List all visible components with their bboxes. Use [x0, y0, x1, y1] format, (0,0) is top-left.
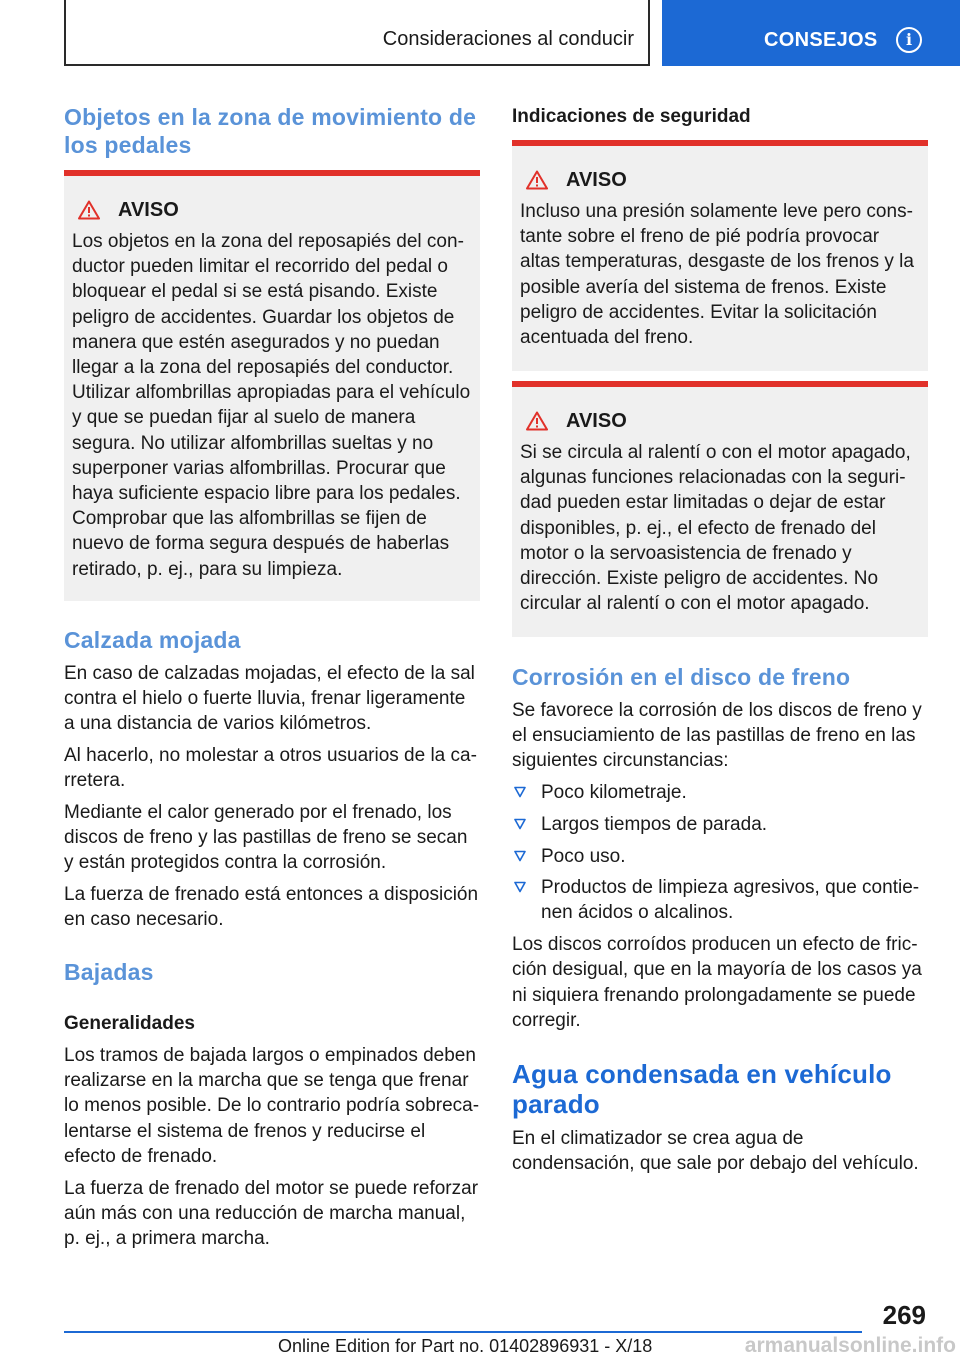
triangle-bullet-icon [514, 818, 526, 830]
warning-box-idling [512, 381, 928, 637]
heading-downhill: Bajadas [64, 959, 154, 985]
section-title: Consideraciones al conducir [382, 28, 634, 50]
section-header-box [64, 0, 650, 66]
paragraph: Se favorece la corrosión de los discos de freno y el ensuciamiento de las pastillas de freno en las siguientes circunstancias: [512, 700, 922, 772]
warning-text: Incluso una presión solamente leve pero constante sobre el freno de pié podría provocar altas temperaturas, desgaste de los frenos y la posible avería del sistema de frenos. Existe peligro de accidentes. Evitar la solicitación acentuada del freno. [520, 201, 914, 349]
warning-triangle-icon [526, 411, 548, 431]
chapter-tab [662, 0, 960, 66]
warning-header [520, 168, 920, 192]
paragraph-condensation: En el climatizador se crea agua de condensación, que sale por debajo del vehículo. [512, 1128, 919, 1175]
warning-triangle-icon [78, 200, 100, 220]
triangle-bullet-icon [514, 786, 526, 798]
warning-text: Los objetos en la zona del reposapiés del conductor pueden limitar el recorrido del pedal o bloquear el pedal si se está pisando. Existe peligro de accidentes. Guardar los objetos de manera que estén asegurados y no puedan llegar a la zona del reposapiés del conductor. Utilizar alfombrillas apropiadas para el vehículo y que se puedan fijar al suelo de manera segura. No utilizar alfombrillas sueltas y no superponer varias alfombrillas. Procurar que haya suficiente espacio libre para los pedales. Comprobar que las alfombrillas se fijen de nuevo de forma segura después de haberlas retirado, p. ej., para su limpieza. [72, 231, 471, 580]
downhill-section [64, 1043, 480, 1251]
paragraph: Los tramos de bajada largos o empinados deben realizarse en la marcha que se tenga que frenar lo menos posible. De lo contrario podría sobrecalentarse el sistema de frenos y reducirse el efecto de frenado. [64, 1045, 480, 1167]
list-item [512, 875, 928, 925]
warning-label: AVISO [566, 409, 627, 432]
footer-divider [64, 1331, 862, 1333]
paragraph: La fuerza de frenado está entonces a disposición en caso necesario. [64, 884, 479, 931]
subheading-general: Generalidades [64, 1013, 195, 1034]
chapter-tab-label: CONSEJOS [764, 29, 878, 51]
list-item-text: Poco uso. [541, 845, 626, 867]
warning-header [520, 409, 920, 433]
warning-box-pedals [64, 170, 480, 601]
warning-text: Si se circula al ralentí o con el motor apagado, algunas funciones relacionadas con la seguridad pueden estar limitadas o dejar de estar disponibles, p. ej., el efecto de frenado del motor o la servoasistencia de frenado y dirección. Existe peligro de accidentes. No circular al ralentí o con el motor apagado. [520, 442, 911, 615]
heading-condensation: Agua condensada en vehículo parado [512, 1059, 892, 1119]
list-item-text: Productos de limpieza agresivos, que contienen ácidos o alcalinos. [541, 877, 920, 924]
list-item-text: Largos tiempos de parada. [541, 813, 768, 835]
warning-label: AVISO [118, 198, 179, 221]
triangle-bullet-icon [514, 850, 526, 862]
paragraph: Al hacerlo, no molestar a otros usuarios de la carretera. [64, 745, 477, 792]
heading-wet-road: Calzada mojada [64, 627, 241, 653]
warning-header [72, 198, 472, 222]
wet-road-section [64, 661, 480, 933]
subheading-safety: Indicaciones de seguridad [512, 106, 751, 127]
warning-triangle-icon [526, 170, 548, 190]
paragraph: Mediante el calor generado por el frenado, los discos de freno y las pastillas de freno se secan y están protegidos contra la corrosión. [64, 802, 468, 874]
corrosion-list [512, 780, 928, 926]
warning-label: AVISO [566, 168, 627, 191]
list-item-text: Poco kilometraje. [541, 782, 687, 804]
paragraph: Los discos corroídos producen un efecto de fricción desigual, que en la mayoría de los casos ya ni siquiera frenando prolongadamente se puede corregir. [512, 934, 922, 1031]
paragraph: En caso de calzadas mojadas, el efecto de la sal contra el hielo o fuerte lluvia, frenar ligeramente a una distancia de varios kilómetros. [64, 663, 475, 735]
watermark: armanualsonline.info [744, 1334, 956, 1357]
corrosion-section [512, 698, 928, 1033]
footer-edition: Online Edition for Part no. 01402896931 - X/18 [278, 1336, 653, 1356]
info-icon: i [896, 27, 922, 53]
list-item [512, 812, 928, 837]
page-number: 269 [882, 1300, 926, 1330]
heading-brake-corrosion: Corrosión en el disco de freno [512, 664, 851, 690]
list-item [512, 844, 928, 869]
heading-pedal-objects: Objetos en la zona de movimiento de los pedales [64, 104, 477, 158]
warning-box-brake-pressure [512, 140, 928, 371]
page-header [0, 0, 960, 66]
triangle-bullet-icon [514, 881, 526, 893]
paragraph: La fuerza de frenado del motor se puede reforzar aún más con una reducción de marcha manual, p. ej., a primera marcha. [64, 1177, 479, 1249]
list-item [512, 780, 928, 805]
